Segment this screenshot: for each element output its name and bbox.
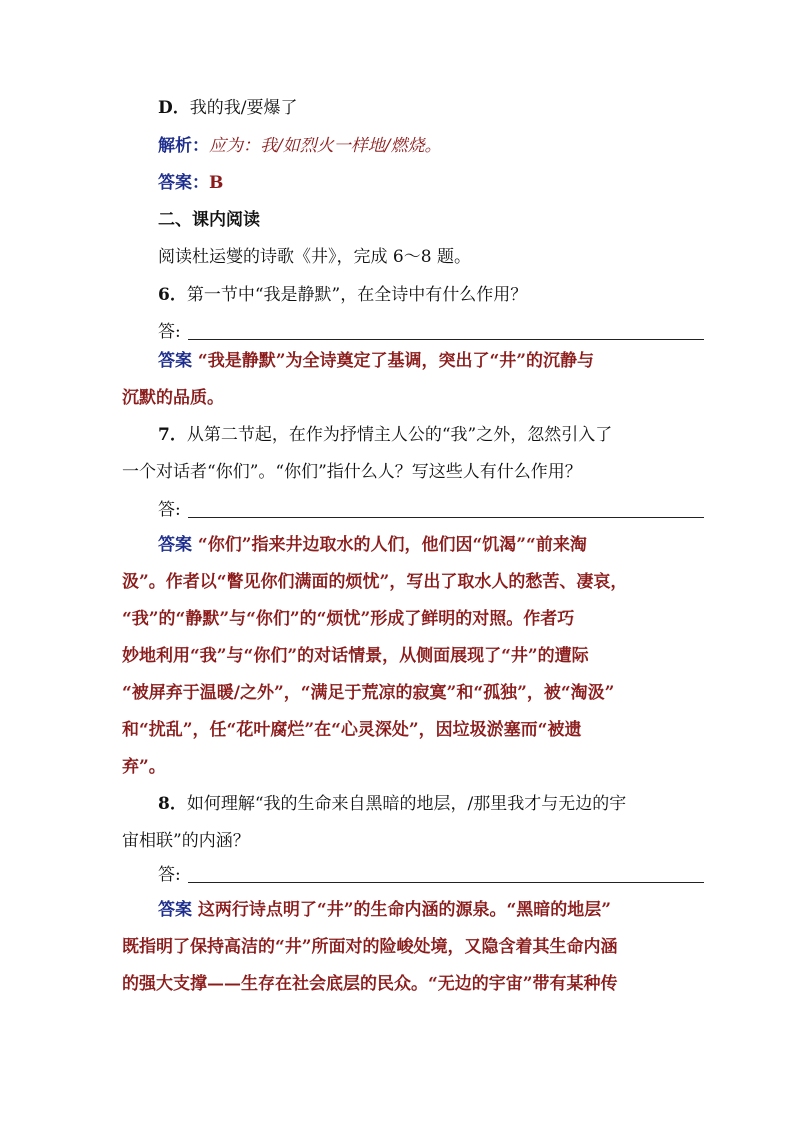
question-8-number: 8． bbox=[158, 794, 187, 814]
answer-b-label: 答案 bbox=[158, 173, 192, 193]
question-8-answer-prompt: 答: bbox=[158, 865, 181, 885]
answer-b-value: B bbox=[209, 173, 224, 193]
answer-b-colon: ： bbox=[192, 173, 209, 193]
question-7-answer-label: 答案 bbox=[158, 535, 192, 555]
question-7-answer-line-1 bbox=[158, 533, 587, 557]
question-6-number: 6． bbox=[158, 285, 187, 305]
reading-intro: 阅读杜运燮的诗歌《井》，完成 6～8 题。 bbox=[158, 247, 471, 267]
question-8-answer-line-1 bbox=[158, 898, 611, 922]
question-6-answer-prompt: 答: bbox=[158, 322, 181, 342]
question-7-answer-text-1: “你们”指来井边取水的人们，他们因“饥渴”“前来淘 bbox=[197, 535, 587, 555]
question-7-answer-line-6: 和“扰乱”，任“花叶腐烂”在“心灵深处”，因垃圾淤塞而“被遗 bbox=[122, 720, 582, 740]
analysis-line bbox=[158, 134, 441, 158]
question-7-number: 7． bbox=[158, 425, 187, 445]
question-6-answer-line-2: 沉默的品质。 bbox=[122, 388, 224, 408]
question-6 bbox=[158, 283, 527, 307]
question-7-line-1 bbox=[158, 423, 612, 447]
question-6-answer-text-1: “我是静默”为全诗奠定了基调，突出了“井”的沉静与 bbox=[197, 351, 595, 371]
question-8-answer-line-3: 的强大支撑——生存在社会底层的民众。“无边的宇宙”带有某种传 bbox=[122, 974, 618, 994]
question-8-answer-line-2: 既指明了保持高洁的“井”所面对的险峻处境，又隐含着其生命内涵 bbox=[122, 937, 618, 957]
question-8-text-1: 如何理解“我的生命来自黑暗的地层，/那里我才与无边的宇 bbox=[186, 794, 627, 814]
question-7-answer-line-2: 汲”。作者以“瞥见你们满面的烦忧”，写出了取水人的愁苦、凄哀， bbox=[122, 572, 628, 592]
analysis-label: 解析 bbox=[158, 136, 192, 156]
question-7-answer-line-7: 弃”。 bbox=[122, 757, 166, 777]
question-8-line-2: 宙相联”的内涵？ bbox=[122, 831, 250, 851]
analysis-text: 应为：我/如烈火一样地/燃烧。 bbox=[209, 136, 442, 156]
question-7-line-2: 一个对话者“你们”。“你们”指什么人？写这些人有什么作用？ bbox=[122, 462, 582, 482]
question-7-answer-blank[interactable] bbox=[188, 517, 704, 518]
question-8-answer-label: 答案 bbox=[158, 900, 192, 920]
question-7-answer-line-3: “我”的“静默”与“你们”的“烦忧”形成了鲜明的对照。作者巧 bbox=[122, 609, 575, 629]
question-6-answer-label: 答案 bbox=[158, 351, 192, 371]
question-7-answer-line-4: 妙地利用“我”与“你们”的对话情景，从侧面展现了“井”的遭际 bbox=[122, 646, 589, 666]
answer-b-line bbox=[158, 171, 223, 195]
question-7-answer-prompt: 答: bbox=[158, 500, 181, 520]
question-6-text: 第一节中“我是静默”，在全诗中有什么作用？ bbox=[186, 285, 528, 305]
analysis-colon: ： bbox=[192, 136, 209, 156]
option-d-label: D． bbox=[158, 98, 190, 118]
question-6-answer-line-1 bbox=[158, 349, 594, 373]
section-title: 二、课内阅读 bbox=[158, 210, 260, 230]
question-8-line-1 bbox=[158, 792, 626, 816]
question-7-answer-line-5: “被屏弃于温暖/之外”，“满足于荒凉的寂寞”和“孤独”，被“淘汲” bbox=[122, 683, 615, 703]
option-d bbox=[158, 96, 297, 120]
question-7-text-1: 从第二节起，在作为抒情主人公的“我”之外，忽然引入了 bbox=[186, 425, 613, 445]
question-8-answer-blank[interactable] bbox=[188, 882, 704, 883]
question-6-answer-blank[interactable] bbox=[188, 339, 704, 340]
question-8-answer-text-1: 这两行诗点明了“井”的生命内涵的源泉。“黑暗的地层” bbox=[197, 900, 612, 920]
option-d-text: 我的我/要爆了 bbox=[189, 98, 298, 118]
